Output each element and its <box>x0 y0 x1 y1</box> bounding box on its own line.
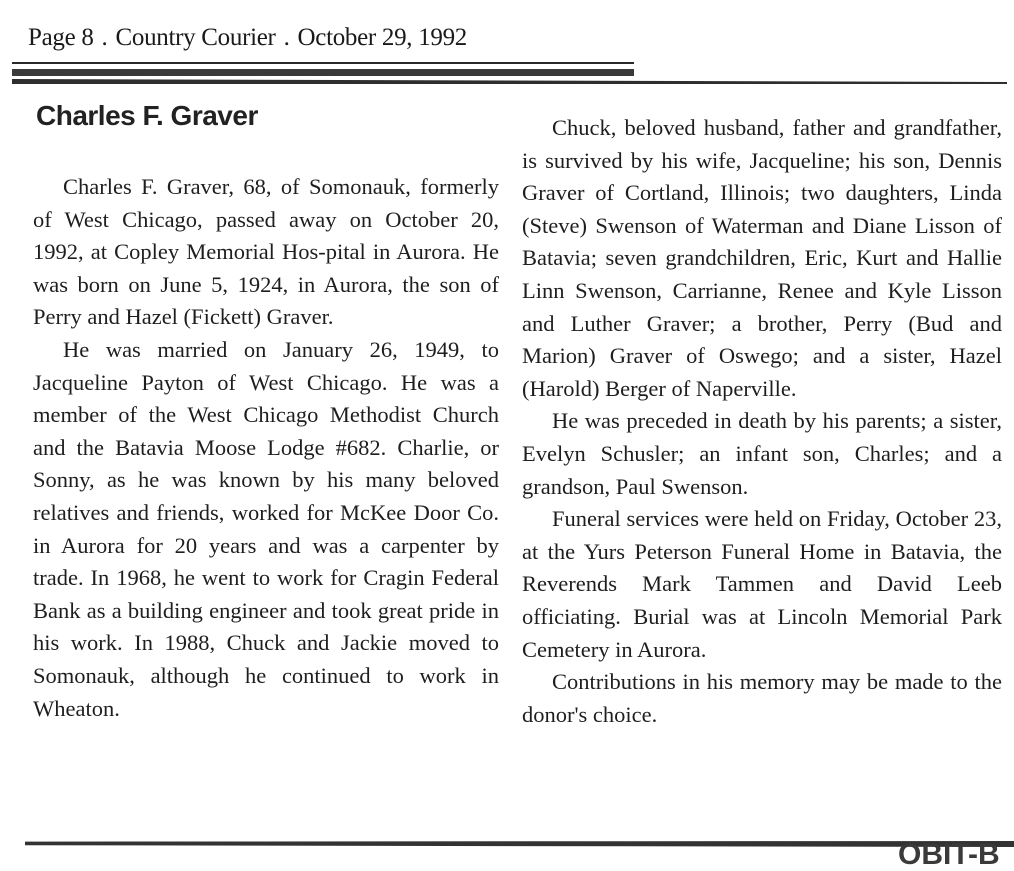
masthead <box>28 24 467 52</box>
paragraph: He was preceded in death by his parents; a sister, Evelyn Schusler; an infant son, Charles; and a grandson, Paul Swenson. <box>522 408 1002 499</box>
footer-rule <box>25 841 1014 847</box>
article-column-left <box>33 171 499 725</box>
paragraph: Charles F. Graver, 68, of Somonauk, formerly of West Chicago, passed away on October 20, 1992, at Copley Memorial Hos-pital in Aurora. He was born on June 5, 1924, in Aurora, the son of Perry and Hazel (Fickett) Graver. <box>33 174 499 330</box>
publication-name: Country Courier <box>115 24 276 51</box>
header-rule-thin <box>12 62 634 64</box>
article-column-right <box>522 112 1002 731</box>
paragraph: Funeral services were held on Friday, October 23, at the Yurs Peterson Funeral Home in Batavia, the Reverends Mark Tammen and David Leeb officiating. Burial was at Lincoln Memorial Park Cemetery in Aurora. <box>522 506 1002 662</box>
paragraph: He was married on January 26, 1949, to Jacqueline Payton of West Chicago. He was a member of the West Chicago Methodist Church and the Batavia Moose Lodge #682. Charlie, or Sonny, as he was known by his many beloved relatives and friends, worked for McKee Door Co. in Aurora for 20 years and was a carpenter by trade. In 1968, he went to work for Cragin Federal Bank as a building engineer and took great pride in his work. In 1988, Chuck and Jackie moved to Somonauk, although he continued to work in Wheaton. <box>33 336 499 721</box>
paragraph: Contributions in his memory may be made to the donor's choice. <box>522 669 1002 727</box>
header-rule-long <box>12 79 1007 84</box>
publication-date: October 29, 1992 <box>297 24 467 51</box>
clipped-section-tag: OBIT-B <box>898 838 1000 871</box>
masthead-separator: . <box>101 24 108 51</box>
page-number: Page 8 <box>28 24 94 51</box>
header-rule-thick <box>12 69 634 76</box>
masthead-separator: . <box>283 24 290 51</box>
article-headline: Charles F. Graver <box>36 100 258 131</box>
paragraph: Chuck, beloved husband, father and grandfather, is survived by his wife, Jacqueline; his son, Dennis Graver of Cortland, Illinois; two daughters, Linda (Steve) Swenson of Waterman and Diane Lisson of Batavia; seven grandchildren, Eric, Kurt and Hallie Linn Swenson, Carrianne, Renee and Kyle Lisson and Luther Graver; a brother, Perry (Bud and Marion) Graver of Oswego; and a sister, Hazel (Harold) Berger of Naperville. <box>522 115 1002 401</box>
